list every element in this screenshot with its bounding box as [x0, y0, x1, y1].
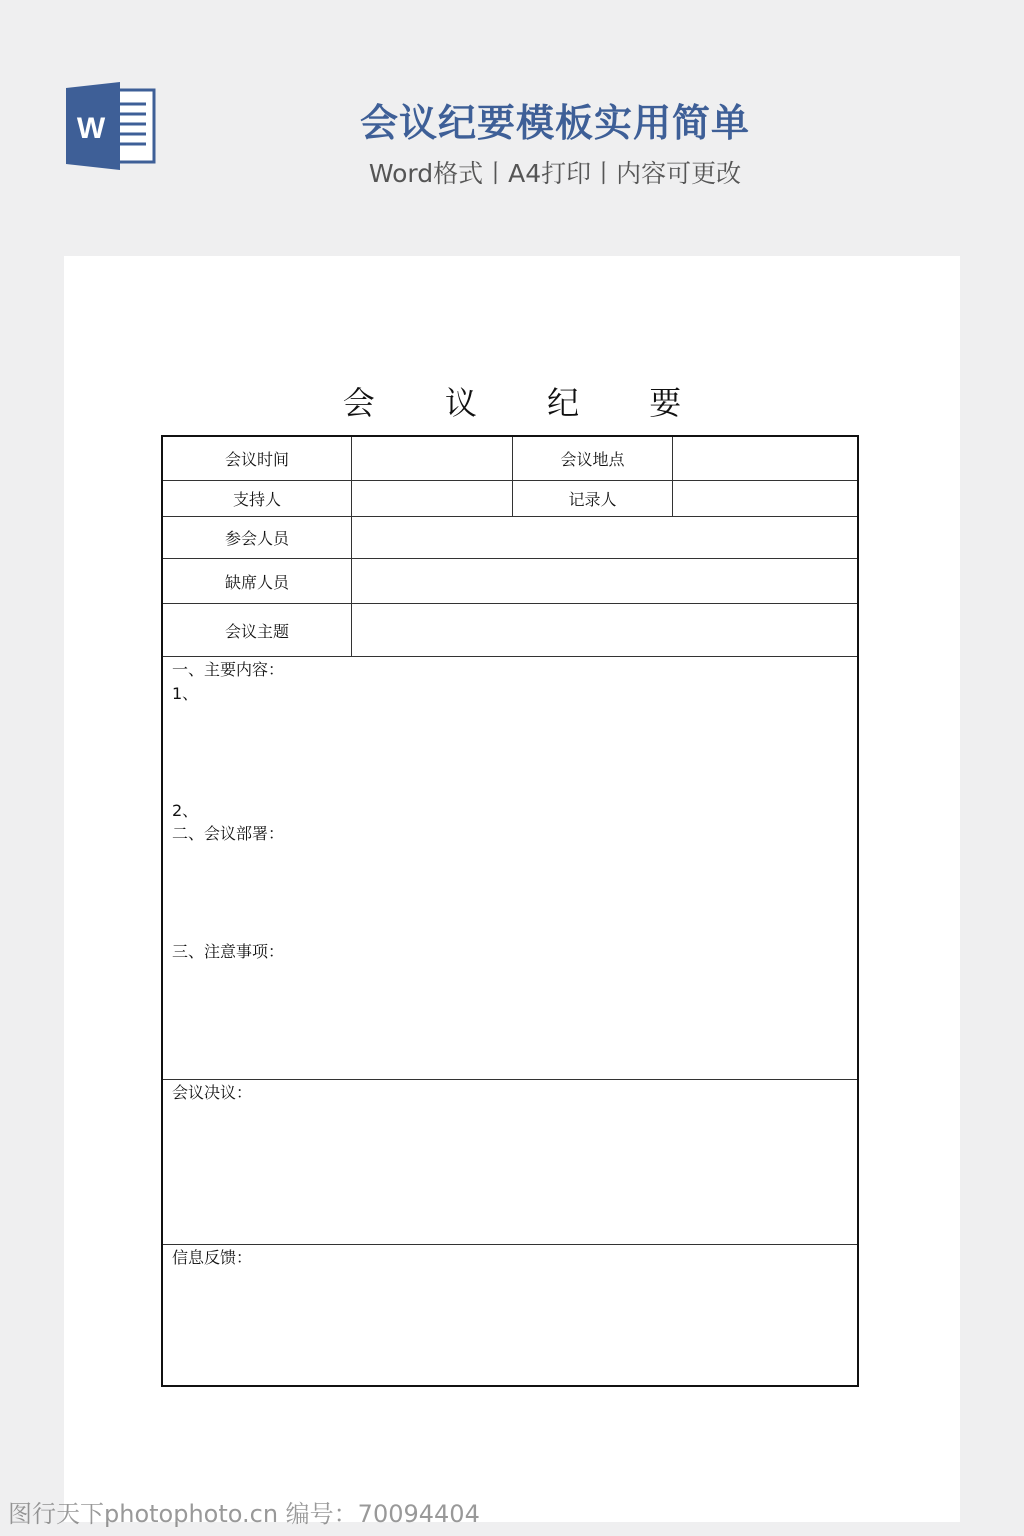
main-content-heading: 一、主要内容： — [172, 660, 285, 679]
topic-input[interactable] — [352, 604, 857, 656]
attendees-input[interactable] — [352, 517, 857, 558]
page-subtitle: Word格式丨A4打印丨内容可更改 — [368, 159, 742, 188]
deployment-heading: 二、会议部署： — [172, 824, 285, 843]
word-logo-icon — [64, 82, 156, 170]
item-1-label: 1、 — [172, 684, 199, 703]
meeting-place-input[interactable] — [673, 437, 857, 480]
host-input[interactable] — [352, 481, 512, 516]
meeting-time-input[interactable] — [352, 437, 512, 480]
item-2-label: 2、 — [172, 801, 199, 820]
absentees-input[interactable] — [352, 559, 857, 603]
watermark-text: 图行天下photophoto.cn 编号：70094404 — [8, 1500, 480, 1528]
attendees-label: 参会人员 — [224, 529, 289, 548]
meeting-time-label: 会议时间 — [224, 450, 289, 469]
main-content-area[interactable] — [163, 657, 857, 1079]
recorder-label: 记录人 — [568, 490, 617, 509]
page-title: 会议纪要模板实用简单 — [359, 101, 750, 145]
meeting-place-label: 会议地点 — [560, 450, 625, 469]
recorder-input[interactable] — [673, 481, 857, 516]
feedback-heading: 信息反馈： — [172, 1248, 253, 1267]
document-title: 会 议 纪 要 — [342, 384, 712, 422]
resolution-area[interactable] — [163, 1080, 857, 1244]
topic-label: 会议主题 — [224, 621, 289, 641]
notes-heading: 三、注意事项： — [172, 942, 285, 961]
absentees-label: 缺席人员 — [224, 572, 289, 592]
resolution-heading: 会议决议： — [172, 1083, 253, 1102]
host-label: 支持人 — [232, 490, 281, 509]
feedback-area[interactable] — [163, 1245, 857, 1385]
minutes-form — [161, 435, 859, 1387]
logo-letter: W — [76, 112, 106, 145]
